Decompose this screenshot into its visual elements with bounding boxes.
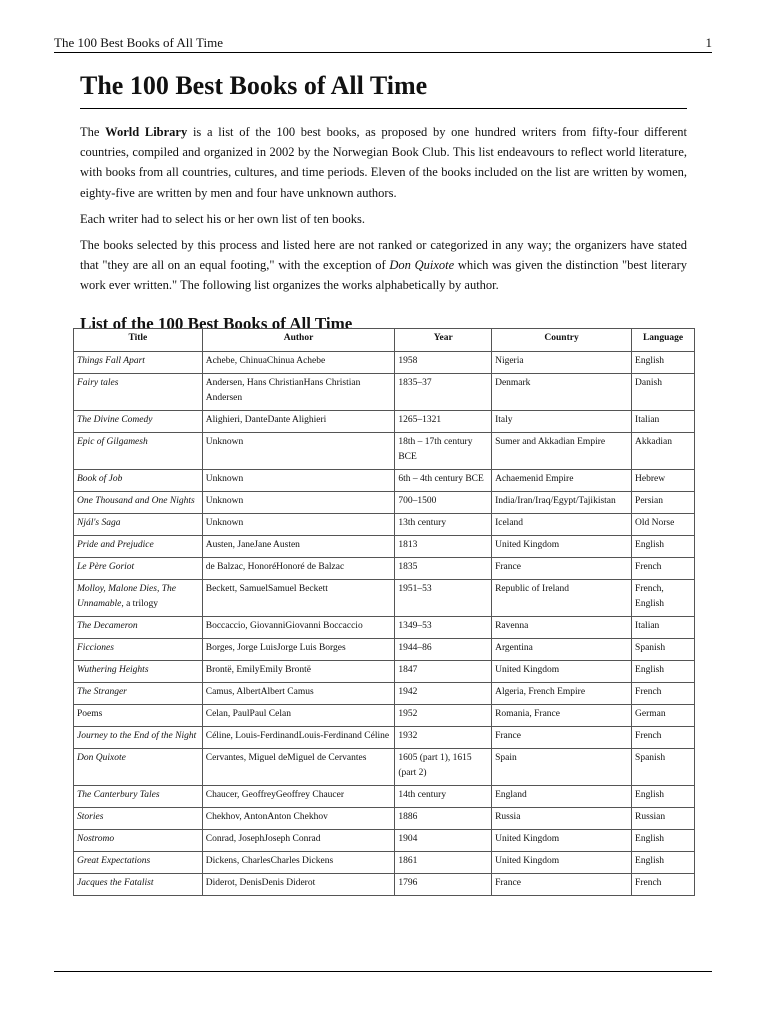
cell-title[interactable]	[74, 374, 203, 411]
table-row	[74, 852, 695, 874]
cell-title[interactable]	[74, 470, 203, 492]
footer-rule	[54, 971, 712, 972]
table-row	[74, 808, 695, 830]
table-row	[74, 558, 695, 580]
cell-language[interactable]: French	[632, 683, 695, 705]
cell-year: 1813	[395, 536, 492, 558]
cell-author[interactable]: Unknown	[202, 514, 395, 536]
intro	[80, 122, 687, 296]
cell-year: 1944–86	[395, 639, 492, 661]
column-header-country: Country	[492, 329, 632, 352]
book-title[interactable]: Njál's Saga	[77, 518, 121, 528]
cell-title[interactable]	[74, 727, 203, 749]
table-row	[74, 514, 695, 536]
book-title[interactable]: The Canterbury Tales	[77, 790, 160, 800]
cell-title[interactable]	[74, 580, 203, 617]
cell-country[interactable]: United Kingdom	[492, 661, 632, 683]
cell-title[interactable]	[74, 705, 203, 727]
book-title[interactable]: The Divine Comedy	[77, 415, 153, 425]
cell-country[interactable]: Russia	[492, 808, 632, 830]
table-row	[74, 374, 695, 411]
cell-country[interactable]: Argentina	[492, 639, 632, 661]
list-heading: List of the 100 Best Books of All Time	[80, 313, 353, 333]
intro-paragraph-3	[80, 235, 687, 296]
intro-paragraph-1	[80, 122, 687, 203]
cell-year: 1958	[395, 352, 492, 374]
cell-author[interactable]: de Balzac, HonoréHonoré de Balzac	[202, 558, 395, 580]
cell-language[interactable]: English	[632, 352, 695, 374]
cell-author[interactable]: Dickens, CharlesCharles Dickens	[202, 852, 395, 874]
cell-language[interactable]: Hebrew	[632, 470, 695, 492]
book-title[interactable]: Ficciones	[77, 643, 114, 653]
table-row	[74, 683, 695, 705]
cell-title[interactable]	[74, 433, 203, 470]
cell-language[interactable]: Italian	[632, 411, 695, 433]
cell-title[interactable]	[74, 786, 203, 808]
cell-author[interactable]: Borges, Jorge LuisJorge Luis Borges	[202, 639, 395, 661]
cell-year: 1861	[395, 852, 492, 874]
cell-year: 1349–53	[395, 617, 492, 639]
cell-year: 1847	[395, 661, 492, 683]
book-title[interactable]: One Thousand and One Nights	[77, 496, 195, 506]
cell-country[interactable]: Algeria, French Empire	[492, 683, 632, 705]
book-title-suffix: , a trilogy	[121, 599, 159, 609]
table-row	[74, 492, 695, 514]
cell-country[interactable]: France	[492, 727, 632, 749]
cell-language[interactable]: English	[632, 661, 695, 683]
cell-title[interactable]	[74, 558, 203, 580]
cell-language[interactable]: English	[632, 830, 695, 852]
world-library-link[interactable]: World Library	[105, 125, 188, 139]
cell-language[interactable]: French	[632, 727, 695, 749]
book-title[interactable]: Jacques the Fatalist	[77, 878, 154, 888]
page-title: The 100 Best Books of All Time	[80, 70, 687, 109]
don-quixote-ref: Don Quixote	[389, 258, 455, 273]
running-header	[54, 34, 712, 53]
table-body	[74, 352, 695, 896]
cell-author[interactable]: Austen, JaneJane Austen	[202, 536, 395, 558]
cell-year: 1886	[395, 808, 492, 830]
cell-country[interactable]: India/Iran/Iraq/Egypt/Tajikistan	[492, 492, 632, 514]
intro-p3-pre: The books selected by this process and listed here are not ranked or categorized in any way; the organizers have stated that "they are all on an equal footing," with the exception of	[80, 238, 687, 273]
table-row	[74, 433, 695, 470]
table-row	[74, 786, 695, 808]
cell-year: 1835–37	[395, 374, 492, 411]
table-row	[74, 661, 695, 683]
cell-author[interactable]: Chaucer, GeoffreyGeoffrey Chaucer	[202, 786, 395, 808]
cell-author[interactable]: Andersen, Hans ChristianHans Christian Andersen	[202, 374, 395, 411]
cell-year: 1904	[395, 830, 492, 852]
cell-author[interactable]: Cervantes, Miguel deMiguel de Cervantes	[202, 749, 395, 786]
cell-country[interactable]: Achaemenid Empire	[492, 470, 632, 492]
cell-country[interactable]: France	[492, 558, 632, 580]
book-title[interactable]: Nostromo	[77, 834, 115, 844]
cell-year: 1951–53	[395, 580, 492, 617]
cell-year: 1796	[395, 874, 492, 896]
table-row	[74, 617, 695, 639]
cell-title[interactable]	[74, 830, 203, 852]
cell-author[interactable]: Unknown	[202, 470, 395, 492]
cell-year: 1932	[395, 727, 492, 749]
column-header-author: Author	[202, 329, 395, 352]
book-title[interactable]: Book of Job	[77, 474, 123, 484]
cell-author[interactable]: Alighieri, DanteDante Alighieri	[202, 411, 395, 433]
cell-language[interactable]: English	[632, 852, 695, 874]
cell-year: 1835	[395, 558, 492, 580]
cell-author[interactable]: Boccaccio, GiovanniGiovanni Boccaccio	[202, 617, 395, 639]
cell-year: 1605 (part 1), 1615 (part 2)	[395, 749, 492, 786]
table-row	[74, 411, 695, 433]
cell-author[interactable]: Camus, AlbertAlbert Camus	[202, 683, 395, 705]
cell-year: 1952	[395, 705, 492, 727]
cell-title[interactable]	[74, 639, 203, 661]
cell-author[interactable]: Brontë, EmilyEmily Brontë	[202, 661, 395, 683]
page-number: 1	[705, 35, 712, 50]
cell-title[interactable]	[74, 852, 203, 874]
cell-language[interactable]: German	[632, 705, 695, 727]
cell-language[interactable]: English	[632, 536, 695, 558]
cell-title[interactable]	[74, 352, 203, 374]
cell-country[interactable]: Nigeria	[492, 352, 632, 374]
cell-author[interactable]: Céline, Louis-FerdinandLouis-Ferdinand Céline	[202, 727, 395, 749]
cell-author[interactable]: Diderot, DenisDenis Diderot	[202, 874, 395, 896]
cell-country[interactable]: Republic of Ireland	[492, 580, 632, 617]
cell-language[interactable]: Russian	[632, 808, 695, 830]
table-row	[74, 874, 695, 896]
column-header-language: Language	[632, 329, 695, 352]
cell-author[interactable]: Celan, PaulPaul Celan	[202, 705, 395, 727]
cell-author[interactable]: Beckett, SamuelSamuel Beckett	[202, 580, 395, 617]
book-title[interactable]: Le Père Goriot	[77, 562, 135, 572]
cell-country[interactable]: Denmark	[492, 374, 632, 411]
book-title[interactable]: Journey to the End of the Night	[77, 731, 197, 741]
cell-language[interactable]: French	[632, 558, 695, 580]
book-title[interactable]: Fairy tales	[77, 378, 119, 388]
cell-country[interactable]: Sumer and Akkadian Empire	[492, 433, 632, 470]
books-table	[73, 328, 695, 896]
column-header-year: Year	[395, 329, 492, 352]
book-title[interactable]: Molloy, Malone Dies, The Unnamable	[77, 584, 176, 609]
cell-country[interactable]: Spain	[492, 749, 632, 786]
cell-year: 14th century	[395, 786, 492, 808]
intro-p1-post: is a list of the 100 best books, as proposed by one hundred writers from fifty-four different countries, compiled and organized in 2002 by the Norwegian Book Club. This list endeavours to reflect world literature, with books from all countries, cultures, and time periods. Eleven of the books included on the list are written by women, eighty-five are written by men and four have unknown authors.	[80, 125, 687, 200]
table-row	[74, 470, 695, 492]
cell-country[interactable]: United Kingdom	[492, 830, 632, 852]
cell-title[interactable]	[74, 808, 203, 830]
cell-language[interactable]: French	[632, 874, 695, 896]
book-title[interactable]: Things Fall Apart	[77, 356, 145, 366]
running-title: The 100 Best Books of All Time	[54, 35, 224, 50]
cell-author[interactable]: Chekhov, AntonAnton Chekhov	[202, 808, 395, 830]
table-row	[74, 639, 695, 661]
table-header-row	[74, 329, 695, 352]
cell-author[interactable]: Unknown	[202, 492, 395, 514]
cell-country[interactable]: United Kingdom	[492, 536, 632, 558]
cell-country[interactable]: Romania, France	[492, 705, 632, 727]
table-row	[74, 830, 695, 852]
book-title[interactable]: The Decameron	[77, 621, 138, 631]
intro-p1-pre: The	[80, 125, 106, 139]
cell-year: 1265–1321	[395, 411, 492, 433]
cell-title[interactable]	[74, 874, 203, 896]
table-row	[74, 352, 695, 374]
table-row	[74, 580, 695, 617]
cell-title[interactable]	[74, 514, 203, 536]
book-title[interactable]: Don Quixote	[77, 753, 126, 763]
cell-title[interactable]	[74, 536, 203, 558]
cell-title[interactable]	[74, 683, 203, 705]
cell-year: 6th – 4th century BCE	[395, 470, 492, 492]
cell-title[interactable]	[74, 617, 203, 639]
cell-language[interactable]: English	[632, 786, 695, 808]
cell-title[interactable]	[74, 749, 203, 786]
cell-language[interactable]: Spanish	[632, 749, 695, 786]
cell-country[interactable]: United Kingdom	[492, 852, 632, 874]
table-row	[74, 536, 695, 558]
cell-title[interactable]	[74, 661, 203, 683]
cell-title[interactable]	[74, 492, 203, 514]
cell-country[interactable]: England	[492, 786, 632, 808]
cell-country[interactable]: France	[492, 874, 632, 896]
cell-year: 13th century	[395, 514, 492, 536]
book-title[interactable]: Great Expectations	[77, 856, 151, 866]
cell-country[interactable]: Iceland	[492, 514, 632, 536]
table-row	[74, 749, 695, 786]
table-row	[74, 727, 695, 749]
book-title[interactable]: The Stranger	[77, 687, 127, 697]
cell-year: 700–1500	[395, 492, 492, 514]
cell-language[interactable]: Old Norse	[632, 514, 695, 536]
book-title[interactable]: Pride and Prejudice	[77, 540, 154, 550]
column-header-title: Title	[74, 329, 203, 352]
book-title[interactable]: Wuthering Heights	[77, 665, 149, 675]
cell-language[interactable]: Spanish	[632, 639, 695, 661]
book-title[interactable]: Poems	[77, 709, 103, 719]
intro-p3-post: which was given the distinction "best literary work ever written." The following list organizes the works alphabetically by author.	[80, 258, 687, 293]
cell-country[interactable]: Ravenna	[492, 617, 632, 639]
cell-language[interactable]: Danish	[632, 374, 695, 411]
cell-author[interactable]: Conrad, JosephJoseph Conrad	[202, 830, 395, 852]
book-title[interactable]: Epic of Gilgamesh	[77, 437, 148, 447]
cell-language[interactable]: French, English	[632, 580, 695, 617]
cell-language[interactable]: Italian	[632, 617, 695, 639]
cell-country[interactable]: Italy	[492, 411, 632, 433]
cell-author[interactable]: Unknown	[202, 433, 395, 470]
book-title[interactable]: Stories	[77, 812, 104, 822]
cell-title[interactable]	[74, 411, 203, 433]
cell-language[interactable]: Akkadian	[632, 433, 695, 470]
table-row	[74, 705, 695, 727]
page-content	[80, 70, 687, 352]
cell-year: 1942	[395, 683, 492, 705]
cell-author[interactable]: Achebe, ChinuaChinua Achebe	[202, 352, 395, 374]
cell-year: 18th – 17th century BCE	[395, 433, 492, 470]
intro-paragraph-2: Each writer had to select his or her own list of ten books.	[80, 211, 365, 226]
cell-language[interactable]: Persian	[632, 492, 695, 514]
